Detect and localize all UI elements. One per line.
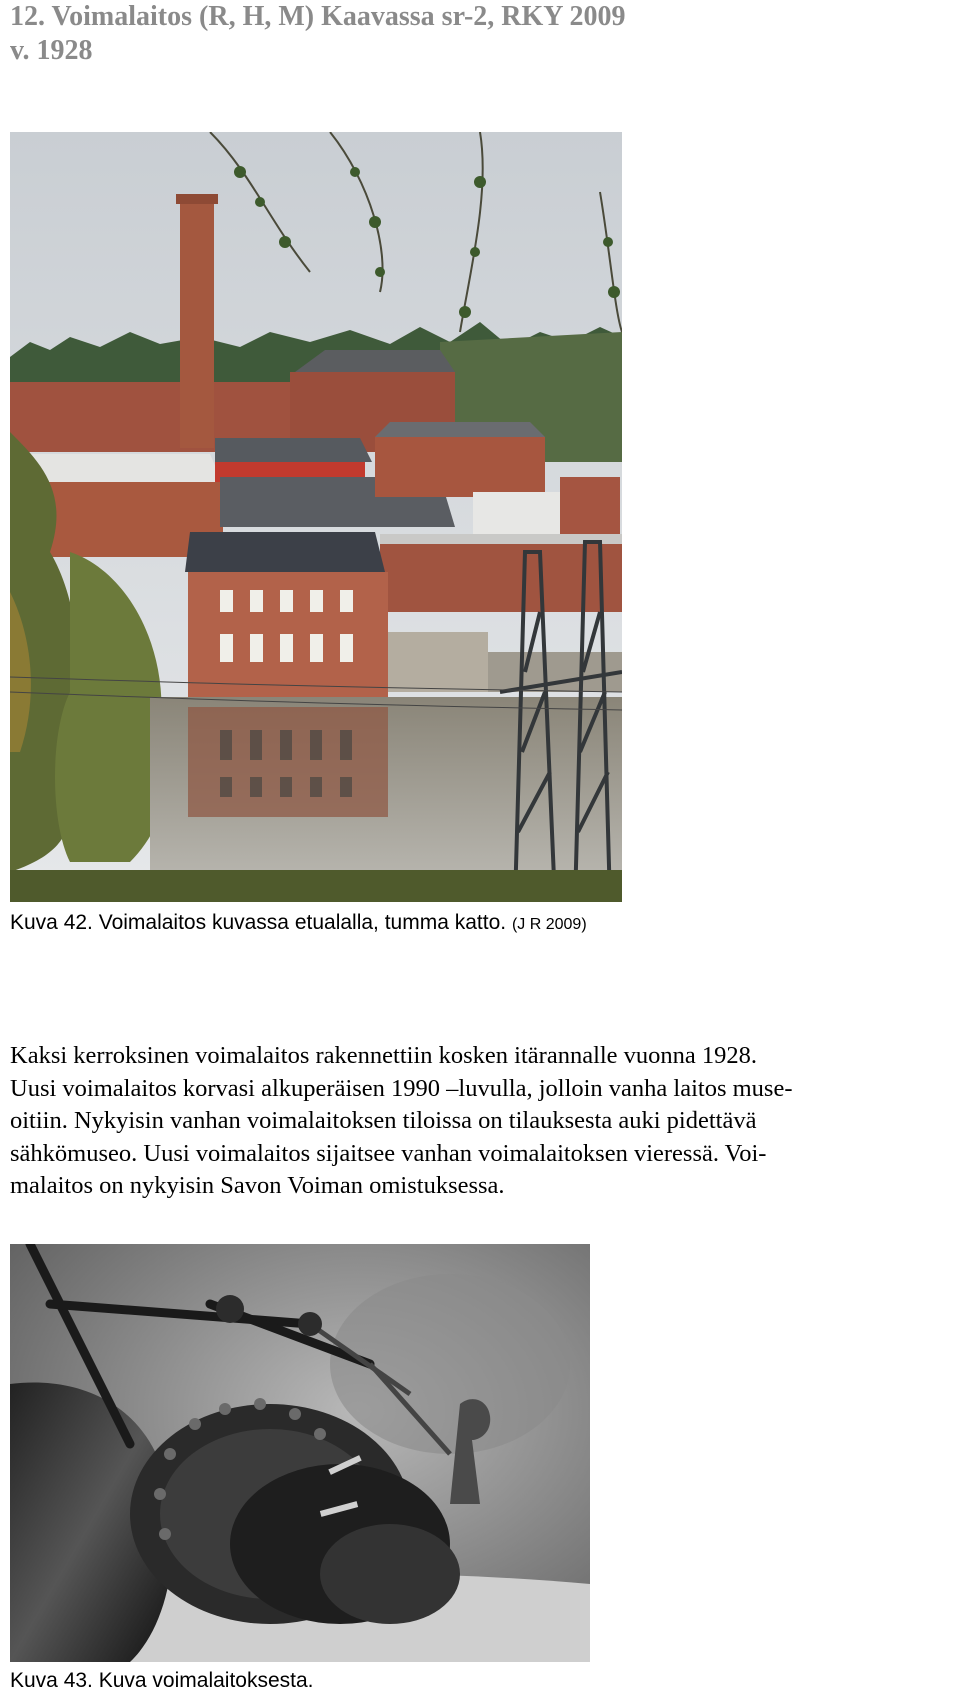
figure-42-caption	[10, 910, 587, 938]
power-plant-photo	[10, 132, 622, 902]
power-plant-illustration	[10, 132, 622, 902]
heading-line-2: v. 1928	[10, 35, 93, 66]
turbine-illustration	[10, 1244, 590, 1662]
paragraph-line: Uusi voimalaitos korvasi alkuperäisen 1990 –luvulla, jolloin vanha laitos muse-	[10, 1074, 793, 1102]
paragraph-line: oitiin. Nykyisin vanhan voimalaitoksen tiloissa on tilauksesta auki pidettävä	[10, 1107, 757, 1134]
turbine-machinery-photo	[10, 1244, 590, 1662]
caption-text: Kuva 43. Kuva voimalaitoksesta.	[10, 1669, 314, 1692]
heading-line-1: 12. Voimalaitos (R, H, M) Kaavassa sr-2, RKY 2009	[10, 1, 626, 32]
caption-text: Kuva 42. Voimalaitos kuvassa etualalla, tumma katto.	[10, 911, 507, 934]
paragraph-line: Kaksi kerroksinen voimalaitos rakennettiin kosken itärannalle vuonna 1928.	[10, 1042, 758, 1069]
photo-credit: (J R 2009)	[511, 916, 587, 933]
paragraph-line: malaitos on nykyisin Savon Voiman omistuksessa.	[10, 1172, 505, 1199]
figure-43-caption	[10, 1668, 314, 1694]
body-paragraph	[10, 1040, 950, 1203]
page-heading	[10, 0, 710, 68]
paragraph-line: sähkömuseo. Uusi voimalaitos sijaitsee vanhan voimalaitoksen vieressä. Voi-	[10, 1139, 767, 1167]
